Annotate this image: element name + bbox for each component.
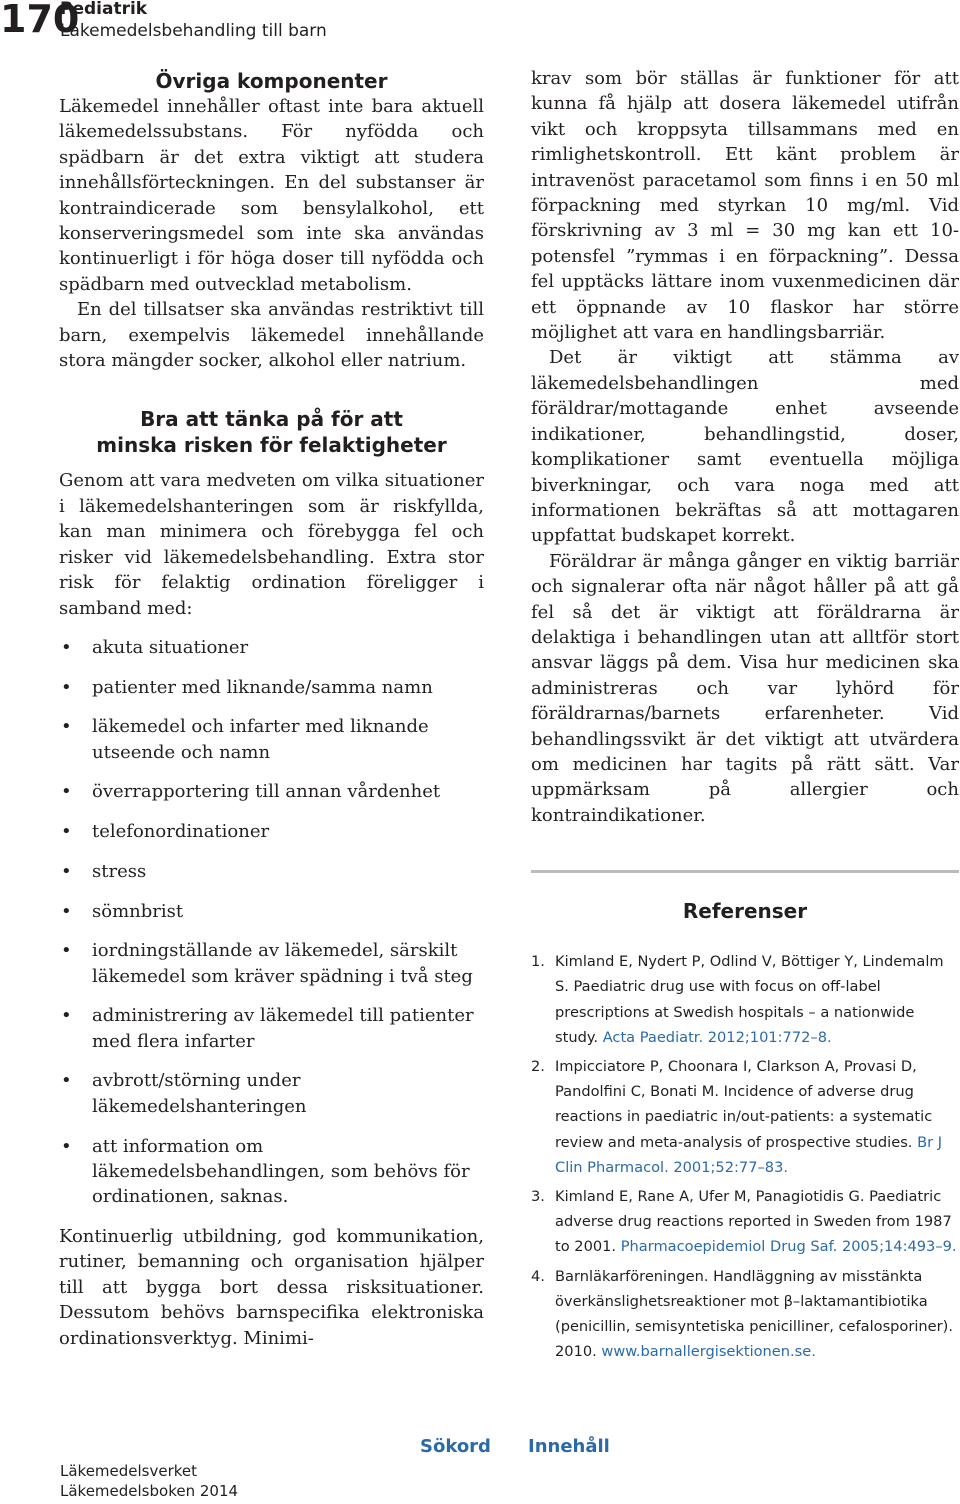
- bullet-icon: •: [61, 900, 72, 922]
- reference-link[interactable]: Br J Clin Pharmacol. 2001;52:77–83.: [555, 1133, 943, 1176]
- reference-item: [531, 1184, 959, 1260]
- reference-item: [531, 1264, 959, 1365]
- list-item-text: patienter med liknande/samma namn: [92, 676, 433, 698]
- list-item-text: stress: [92, 860, 147, 882]
- list-item-text: läkemedel och infarter med liknande utseende och namn: [92, 716, 429, 763]
- list-item: [59, 899, 484, 924]
- list-item: [59, 675, 484, 700]
- footer-publisher: Läkemedelsverket: [60, 1462, 198, 1480]
- bullet-icon: •: [61, 1005, 72, 1027]
- bullet-icon: •: [61, 860, 72, 882]
- reference-number: 1.: [531, 953, 545, 971]
- paragraph-risk-intro: Genom att vara medveten om vilka situationer i läkemedelshanteringen som är riskfyllda, kan man minimera och förebygga fel och risker vid läkemedelsbehandling. Extra stor risk för felaktig ordination föreligger i samband med:: [59, 470, 484, 619]
- bullet-icon: •: [61, 781, 72, 803]
- list-item-text: administrering av läkemedel till patienter med flera infarter: [92, 1005, 474, 1052]
- right-column: [531, 66, 959, 1368]
- list-item: [59, 1134, 484, 1210]
- bullet-icon: •: [61, 676, 72, 698]
- paragraph-components: Läkemedel innehåller oftast inte bara aktuell läkemedelssubstans. För nyfödda och spädbarn är det extra viktigt att studera innehållsförteckningen. En del substanser är kontraindicerade som bensylalkohol, ett konserveringsmedel som inte ska användas kontinuerligt i för höga doser till nyfödda och spädbarn med outvecklad metabolism.: [59, 96, 484, 295]
- left-column: [59, 66, 484, 1351]
- heading-risk-tips-line2: minska risken för felaktigheter: [96, 433, 447, 458]
- list-item-text: iordningställande av läkemedel, särskilt läkemedel som kräver spädning i två steg: [92, 940, 473, 987]
- list-item: [59, 938, 484, 989]
- paragraph-minimum-requirements: krav som bör ställas är funktioner för att kunna få hjälp att dosera läkemedel utifrån vikt och kroppsyta tillsammans med en rimlighetskontroll. Ett känt problem är intravenöst paracetamol som finns i en 50 ml förpackning med styrkan 10 mg/ml. Vid förskrivning av 3 ml = 30 mg kan ett 10-potensfel ”rymmas i en förpackning”. Dessa fel upptäcks lättare inom vuxenmedicinen där ett öppnande av 10 flaskor har större möjlighet att vara en handlingsbarriär.: [531, 68, 959, 344]
- reference-list: [531, 949, 959, 1364]
- reference-text: Impicciatore P, Choonara I, Clarkson A, Provasi D, Pandolfini C, Bonati M. Incidence of adverse drug reactions in paediatric in/out-patients: a systematic review and meta-analysis of prospective studies.: [555, 1058, 933, 1151]
- bullet-icon: •: [61, 1070, 72, 1092]
- innehall-link[interactable]: Innehåll: [528, 1436, 610, 1457]
- reference-link[interactable]: Pharmacoepidemiol Drug Saf. 2005;14:493–9.: [620, 1238, 957, 1256]
- bullet-icon: •: [61, 636, 72, 658]
- reference-link[interactable]: Acta Paediatr. 2012;101:772–8.: [602, 1028, 832, 1046]
- list-item-text: att information om läkemedelsbehandlingen, som behövs för ordinationen, saknas.: [92, 1135, 470, 1208]
- reference-text: Kimland E, Rane A, Ufer M, Panagiotidis G. Paediatric adverse drug reactions reported in Sweden from 1987 to 2001.: [555, 1188, 952, 1256]
- reference-text: Kimland E, Nydert P, Odlind V, Böttiger Y, Lindemalm S. Paediatric drug use with focus on off-label prescriptions at Swedish hospitals – a nationwide study.: [555, 953, 944, 1046]
- page-number: 170: [0, 0, 80, 41]
- reference-number: 3.: [531, 1188, 545, 1206]
- references-divider: [531, 870, 959, 873]
- reference-item: [531, 949, 959, 1050]
- list-item: [59, 779, 484, 804]
- reference-text: Barnläkarföreningen. Handläggning av misstänkta överkänslighetsreaktioner mot β–laktamantibiotika (penicillin, semisyntetiska penicilliner, cefalosporiner). 2010.: [555, 1267, 953, 1361]
- list-item-text: sömnbrist: [92, 900, 184, 922]
- bullet-icon: •: [61, 716, 72, 738]
- section-title: Pediatrik: [60, 0, 148, 19]
- sokord-link[interactable]: Sökord: [420, 1436, 491, 1457]
- reference-link[interactable]: www.barnallergisektionen.se.: [601, 1343, 816, 1361]
- reference-number: 4.: [531, 1267, 545, 1285]
- list-item-text: akuta situationer: [92, 636, 249, 658]
- bullet-icon: •: [61, 1135, 72, 1157]
- list-item: [59, 859, 484, 884]
- list-item-text: avbrott/störning under läkemedelshanteringen: [92, 1070, 307, 1117]
- heading-risk-tips: [59, 406, 484, 458]
- references-heading: Referenser: [682, 899, 808, 924]
- footer-book: Läkemedelsboken 2014: [60, 1482, 239, 1500]
- bullet-icon: •: [61, 821, 72, 843]
- heading-other-components: Övriga komponenter: [155, 69, 388, 93]
- list-item-text: telefonordinationer: [92, 821, 270, 843]
- paragraph-coordination: Det är viktigt att stämma av läkemedelsbehandlingen med föräldrar/mottagande enhet avseende indikationer, behandlingstid, doser, komplikationer samt eventuella möjliga biverkningar, och vara noga med att informationen bekräftas så att mottagaren uppfattat budskapet korrekt.: [531, 347, 959, 547]
- list-item: [59, 819, 484, 844]
- list-item: [59, 1068, 484, 1119]
- reference-item: [531, 1054, 959, 1180]
- heading-risk-tips-line1: Bra att tänka på för att: [140, 407, 403, 432]
- section-subtitle: Läkemedelsbehandling till barn: [60, 21, 327, 41]
- list-item-text: överrapportering till annan vårdenhet: [92, 781, 441, 803]
- list-item: [59, 1003, 484, 1054]
- paragraph-parents: Föräldrar är många gånger en viktig barriär och signalerar ofta när något håller på att gå fel så det är viktigt att föräldrarna är delaktiga i behandlingen utan att alltför stort ansvar läggs på dem. Visa hur medicinen ska administreras och var lyhörd för föräldrarnas/barnets erfarenheter. Vid behandlingssvikt är det viktigt att utvärdera om medicinen har tagits på rätt sätt. Var uppmärksam på allergier och kontraindikationer.: [531, 550, 959, 826]
- list-item: [59, 635, 484, 660]
- bullet-icon: •: [61, 940, 72, 962]
- paragraph-training: Kontinuerlig utbildning, god kommunikation, rutiner, bemanning och organisation hjälper till att bygga bort dessa risksituationer. Dessutom behövs barnspecifika elektroniska ordinationsverktyg. Minimi-: [59, 1226, 484, 1349]
- paragraph-additives: En del tillsatser ska användas restriktivt till barn, exempelvis läkemedel innehållande stora mängder socker, alkohol eller natrium.: [59, 299, 484, 372]
- risk-list: [59, 635, 484, 1210]
- reference-number: 2.: [531, 1058, 545, 1075]
- list-item: [59, 714, 484, 765]
